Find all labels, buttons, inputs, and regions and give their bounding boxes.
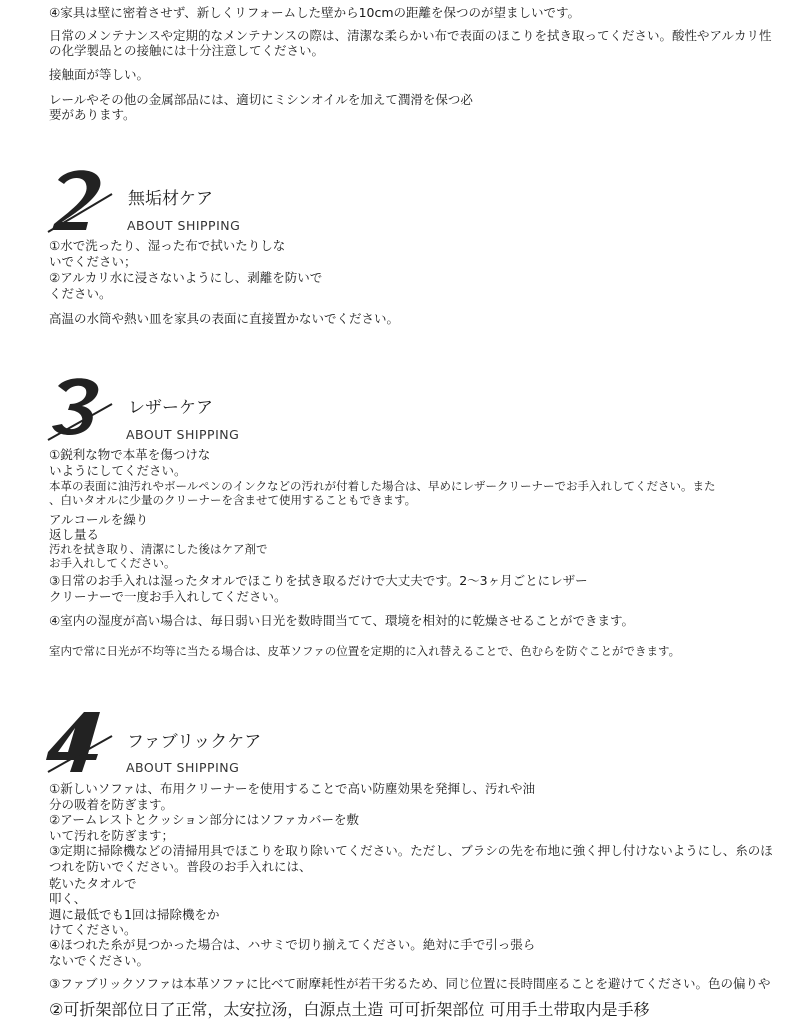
section-line: けてください。: [49, 922, 137, 937]
section-number-3-icon: [44, 374, 116, 442]
section-line: ください。: [49, 286, 112, 301]
section-title: ファブリックケア: [127, 732, 262, 752]
section-line: お手入れしてください。: [49, 556, 176, 570]
section-line: ②アルカリ水に浸さないようにし、剥離を防いで: [49, 270, 323, 285]
section-line: つれを防いでください。普段のお手入れには、: [49, 859, 312, 874]
section-line: ①新しいソファは、布用クリーナーを使用することで高い防塵効果を発揮し、汚れや油: [49, 781, 535, 796]
section-line: 叩く、: [49, 891, 87, 906]
section-line: ④ほつれた糸が見つかった場合は、ハサミで切り揃えてください。絶対に手で引っ張ら: [49, 937, 536, 952]
intro-line: の化学製品との接触には十分注意してください。: [49, 43, 325, 58]
section-line: 週に最低でも1回は掃除機をか: [49, 907, 220, 922]
section-line: ④室内の湿度が高い場合は、毎日弱い日光を数時間当てて、環境を相対的に乾燥させることができます。: [49, 613, 634, 628]
intro-line: 日常のメンテナンスや定期的なメンテナンスの際は、清潔な柔らかい布で表面のほこりを拭き取ってください。酸性やアルカリ性: [49, 28, 772, 43]
section-line: いて汚れを防ぎます；: [49, 828, 175, 843]
section-line: 乾いたタオルで: [49, 876, 137, 891]
intro-line: レールやその他の金属部品には、適切にミシンオイルを加えて潤滑を保つ必: [49, 92, 473, 107]
section-line: ③ファブリックソファは本革ソファに比べて耐摩耗性が若干劣るため、同じ位置に長時間座ることを避けてください。色の偏りや: [49, 976, 771, 991]
section-line: いようにしてください。: [49, 463, 187, 478]
section-line: クリーナーで一度お手入れしてください。: [49, 589, 287, 604]
section-line: アルコールを繰り: [49, 512, 149, 527]
section-line-cut: ②可折架部位日了正常，太安拉汤，白源点土造 可可折架部位 可用手土带取内是手移: [49, 1000, 650, 1019]
section-line: いでください；: [49, 254, 137, 269]
section-line: ③日常のお手入れは湿ったタオルでほこりを拭き取るだけで大丈夫です。2〜3ヶ月ごとにレザー: [49, 573, 588, 588]
intro-line: 要があります。: [49, 107, 136, 122]
section-line: ③定期に掃除機などの清掃用具でほこりを取り除いてください。ただし、ブラシの先を布地に強く押し付けないようにし、糸のほ: [49, 843, 773, 858]
intro-line: ④家具は壁に密着させず、新しくリフォームした壁から10cmの距離を保つのが望ましいです。: [49, 5, 581, 20]
section-line: ①鋭利な物で本革を傷つけな: [49, 447, 211, 462]
section-line: ①水で洗ったり、湿った布で拭いたりしな: [49, 238, 286, 253]
intro-line: 接触面が等しい。: [49, 67, 150, 82]
section-line: ②アームレストとクッション部分にはソファカバーを敷: [49, 812, 359, 827]
section-line: 返し量る: [49, 527, 100, 542]
section-number-4-icon: [44, 708, 116, 776]
section-line: 本革の表面に油汚れやボールペンのインクなどの汚れが付着した場合は、早めにレザークリーナーでお手入れしてください。また: [49, 479, 716, 493]
section-line: 、白いタオルに少量のクリーナーを含ませて使用することもできます。: [49, 493, 417, 507]
section-line: 高温の水筒や熱い皿を家具の表面に直接置かないでください。: [49, 311, 400, 326]
section-line: 分の吸着を防ぎます。: [49, 797, 174, 812]
section-line: 汚れを拭き取り、清潔にした後はケア剤で: [49, 542, 268, 556]
section-line: 室内で常に日光が不均等に当たる場合は、皮革ソファの位置を定期的に入れ替えることで、色むらを防ぐことができます。: [49, 644, 681, 658]
section-subtitle: ABOUT SHIPPING: [127, 218, 241, 233]
section-title: 無垢材ケア: [128, 189, 213, 209]
section-title: レザーケア: [128, 398, 213, 418]
section-subtitle: ABOUT SHIPPING: [126, 427, 240, 442]
section-line: ないでください。: [49, 953, 150, 968]
section-number-2-icon: [44, 166, 116, 234]
section-subtitle: ABOUT SHIPPING: [126, 760, 240, 775]
